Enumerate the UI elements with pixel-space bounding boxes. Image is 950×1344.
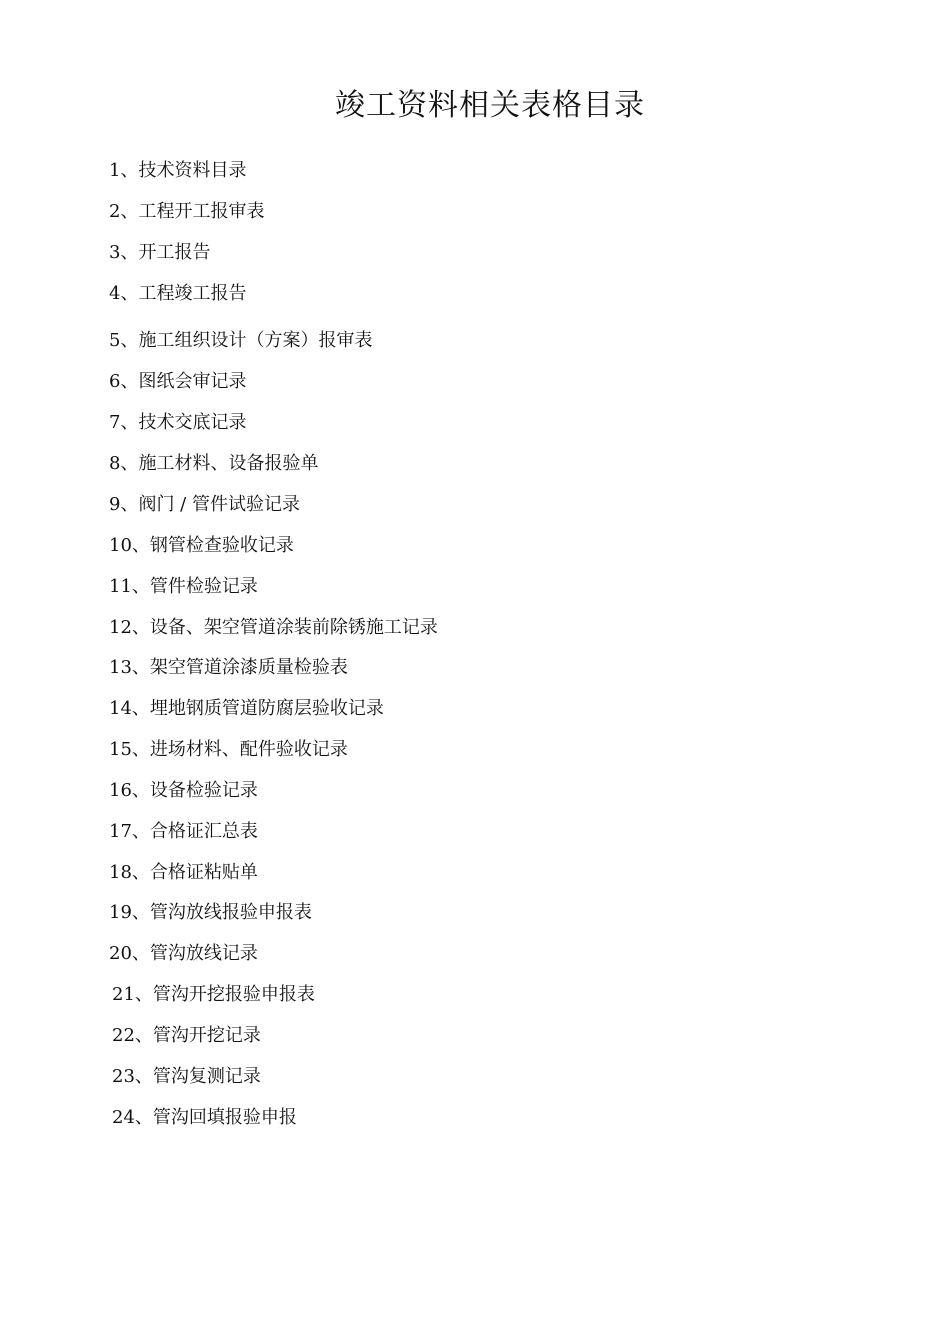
list-item: 20、管沟放线记录 bbox=[109, 943, 258, 964]
list-item: 16、设备检验记录 bbox=[109, 780, 258, 801]
list-item: 14、埋地钢质管道防腐层验收记录 bbox=[109, 698, 384, 719]
list-item: 11、管件检验记录 bbox=[109, 576, 258, 597]
list-item: 22、管沟开挖记录 bbox=[112, 1025, 261, 1046]
list-item: 12、设备、架空管道涂装前除锈施工记录 bbox=[109, 617, 438, 638]
list-item: 5、施工组织设计（方案）报审表 bbox=[109, 330, 373, 351]
list-item: 24、管沟回填报验申报 bbox=[112, 1107, 297, 1128]
list-item: 15、进场材料、配件验收记录 bbox=[109, 739, 348, 760]
list-item: 18、合格证粘贴单 bbox=[109, 862, 258, 883]
list-item: 1、技术资料目录 bbox=[109, 160, 247, 181]
list-item: 8、施工材料、设备报验单 bbox=[109, 453, 319, 474]
list-item: 17、合格证汇总表 bbox=[109, 821, 258, 842]
list-item: 2、工程开工报审表 bbox=[109, 201, 265, 222]
list-item: 9、阀门 / 管件试验记录 bbox=[109, 494, 300, 515]
list-item: 23、管沟复测记录 bbox=[112, 1066, 261, 1087]
page-title: 竣工资料相关表格目录 bbox=[335, 88, 645, 123]
list-item: 19、管沟放线报验申报表 bbox=[109, 902, 312, 923]
list-item: 6、图纸会审记录 bbox=[109, 371, 247, 392]
list-item: 7、技术交底记录 bbox=[109, 412, 247, 433]
list-item: 21、管沟开挖报验申报表 bbox=[112, 984, 315, 1005]
list-item: 4、工程竣工报告 bbox=[109, 283, 247, 304]
list-item: 10、钢管检查验收记录 bbox=[109, 535, 294, 556]
list-item: 13、架空管道涂漆质量检验表 bbox=[109, 657, 348, 678]
list-item: 3、开工报告 bbox=[109, 242, 211, 263]
